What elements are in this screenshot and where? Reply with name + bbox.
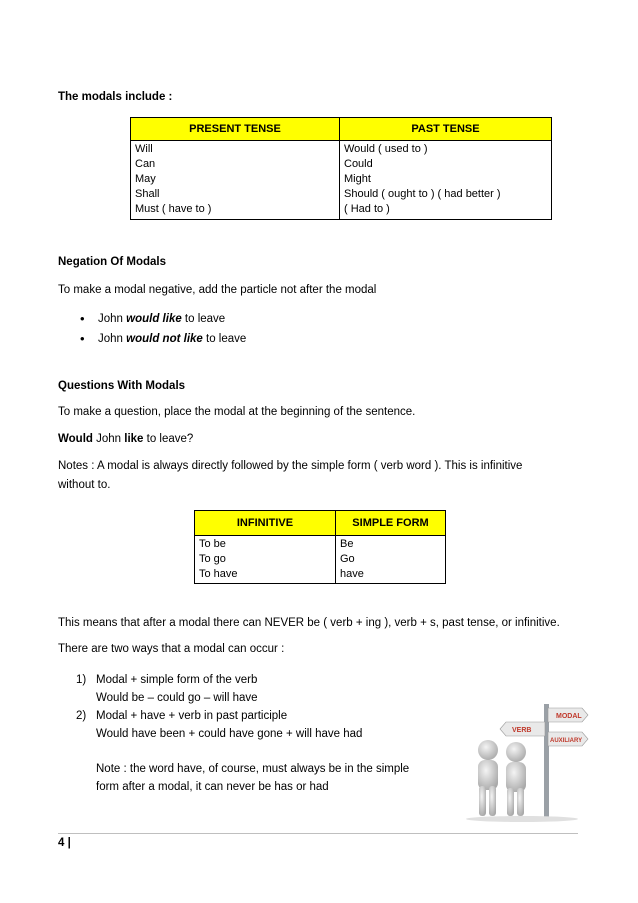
signpost-people-icon — [462, 700, 590, 826]
two-ways-text: There are two ways that a modal can occur : — [58, 643, 285, 655]
present-tense-cell — [131, 141, 340, 220]
list-item: To have — [199, 568, 238, 580]
sign-auxiliary: AUXILIARY — [550, 738, 583, 744]
footer-divider — [58, 833, 578, 834]
past-tense-cell — [340, 141, 552, 220]
list-item: Be — [340, 538, 354, 550]
table-header-present: PRESENT TENSE — [131, 118, 340, 141]
negation-text: To make a modal negative, add the particle not after the modal — [58, 284, 377, 296]
table-header-infinitive: INFINITIVE — [195, 511, 336, 536]
negation-title: Negation Of Modals — [58, 256, 166, 268]
negation-bullets — [72, 309, 246, 349]
list-item: Shall — [135, 188, 160, 200]
list-item: Modal + simple form of the verb — [96, 674, 258, 686]
list-item: Must ( have to ) — [135, 203, 212, 215]
list-item: Go — [340, 553, 355, 565]
list-item: Will — [135, 143, 153, 155]
modals-table — [130, 117, 552, 220]
questions-title: Questions With Modals — [58, 380, 186, 392]
sign-verb: VERB — [512, 727, 532, 734]
list-item: May — [135, 173, 156, 185]
question-example: Would John like to leave? — [58, 433, 194, 445]
modals-heading: The modals include : — [58, 91, 173, 103]
notes-line-1: Notes : A modal is always directly followed by the simple form ( verb word ). This is infinitive — [58, 460, 523, 472]
list-item-example: Would be – could go – will have — [96, 692, 258, 704]
page-number: 4 | — [58, 837, 71, 849]
questions-text: To make a question, place the modal at the beginning of the sentence. — [58, 406, 416, 418]
list-item: Would ( used to ) — [344, 143, 428, 155]
list-number: 1) — [76, 674, 87, 686]
means-text: This means that after a modal there can NEVER be ( verb + ing ), verb + s, past tense, or infinitive. — [58, 617, 560, 629]
list-item: To go — [199, 553, 226, 565]
note-line-2: form after a modal, it can never be has or had — [96, 781, 329, 793]
list-item: ( Had to ) — [344, 203, 390, 215]
note-line-1: Note : the word have, of course, must always be in the simple — [96, 763, 410, 775]
list-item: Could — [344, 158, 373, 170]
infinitive-table — [194, 510, 446, 584]
table-header-past: PAST TENSE — [340, 118, 552, 141]
sign-modal: MODAL — [556, 713, 582, 720]
table-header-simple-form: SIMPLE FORM — [336, 511, 446, 536]
list-item: To be — [199, 538, 226, 550]
infinitive-cell — [195, 536, 336, 584]
list-item: Might — [344, 173, 371, 185]
list-item-example: Would have been + could have gone + will have had — [96, 728, 363, 740]
notes-line-2: without to. — [58, 479, 111, 491]
list-item: Should ( ought to ) ( had better ) — [344, 188, 501, 200]
list-item: Can — [135, 158, 156, 170]
list-item: • John would not like to leave — [72, 329, 246, 349]
list-item: • John would like to leave — [72, 309, 246, 329]
simple-form-cell — [336, 536, 446, 584]
list-item: have — [340, 568, 364, 580]
list-item: Modal + have + verb in past participle — [96, 710, 288, 722]
list-number: 2) — [76, 710, 87, 722]
